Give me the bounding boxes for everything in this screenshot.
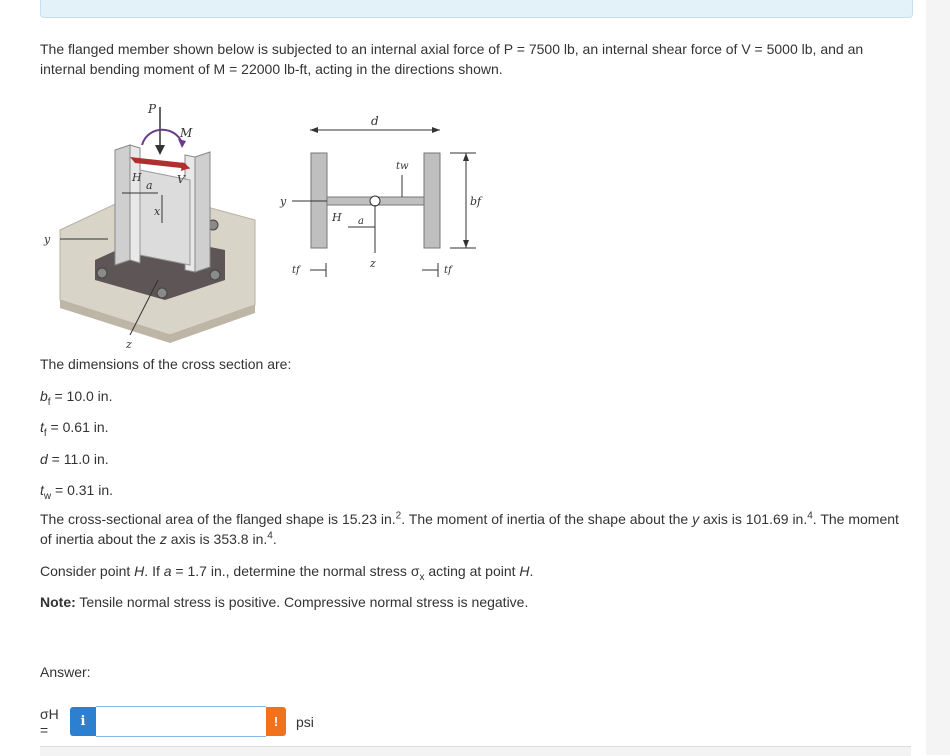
- stress-answer-input[interactable]: [96, 706, 266, 737]
- fig-label-H-section: H: [332, 211, 342, 224]
- fig-label-V: V: [177, 173, 185, 186]
- fig-label-d: d: [371, 114, 379, 128]
- info-icon[interactable]: i: [70, 707, 96, 736]
- dimensions-block: [40, 354, 910, 512]
- fig-label-tw: tw: [396, 161, 409, 172]
- dim-d: d = 11.0 in.: [40, 450, 109, 467]
- info-banner: [40, 0, 913, 18]
- question-text: Consider point H. If a = 1.7 in., determine the normal stress $\sigma_x$ acting at point H.: [40, 563, 534, 583]
- warning-icon[interactable]: !: [266, 707, 286, 736]
- answer-row: [40, 706, 314, 737]
- fig-label-y-section: y: [280, 195, 287, 208]
- unit-label: psi: [296, 713, 314, 730]
- note-text: Note: Tensile normal stress is positive. Compressive normal stress is negative.: [40, 594, 529, 610]
- problem-intro: The flanged member shown below is subjected to an internal axial force of P = 7500 lb, an internal shear force of V = 5000 lb, and an internal bending moment of M = 22000 lb-ft, acting in the directions shown.: [40, 41, 864, 77]
- dim-tw: $t_w = 0.31$ in.: [40, 482, 114, 502]
- sigma-label: σH =: [40, 705, 59, 738]
- fig-label-a-section: a: [358, 216, 364, 227]
- fig-label-a-left: a: [146, 179, 153, 192]
- fig-label-y-left: y: [44, 233, 51, 246]
- fig-label-bf: bf: [470, 195, 482, 208]
- dims-intro: The dimensions of the cross section are:: [40, 356, 292, 372]
- scroll-edge: [926, 0, 950, 755]
- fig-label-P: P: [148, 102, 157, 116]
- section-properties-text: The cross-sectional area of the flanged shape is 15.23 in.$^2$. The moment of inertia of the shape about the y axis is 101.69 in.$^4$. The moment of inertia about the z axis is 353.8 in.$^4$.: [40, 510, 899, 547]
- fig-label-tf-right: tf: [444, 265, 452, 276]
- fig-label-H-left: H: [132, 171, 142, 184]
- fig-label-z-left: z: [126, 338, 132, 351]
- dim-tf: $t_f = 0.61$ in.: [40, 419, 109, 439]
- fig-label-M: M: [180, 126, 193, 140]
- dim-bf: $b_f = 10.0$ in.: [40, 387, 113, 408]
- fig-label-x: x: [154, 205, 161, 218]
- fig-label-z-section: z: [370, 257, 376, 270]
- fig-label-tf-left: tf: [292, 265, 300, 276]
- answer-label: Answer:: [40, 664, 91, 680]
- problem-figure: [30, 95, 510, 355]
